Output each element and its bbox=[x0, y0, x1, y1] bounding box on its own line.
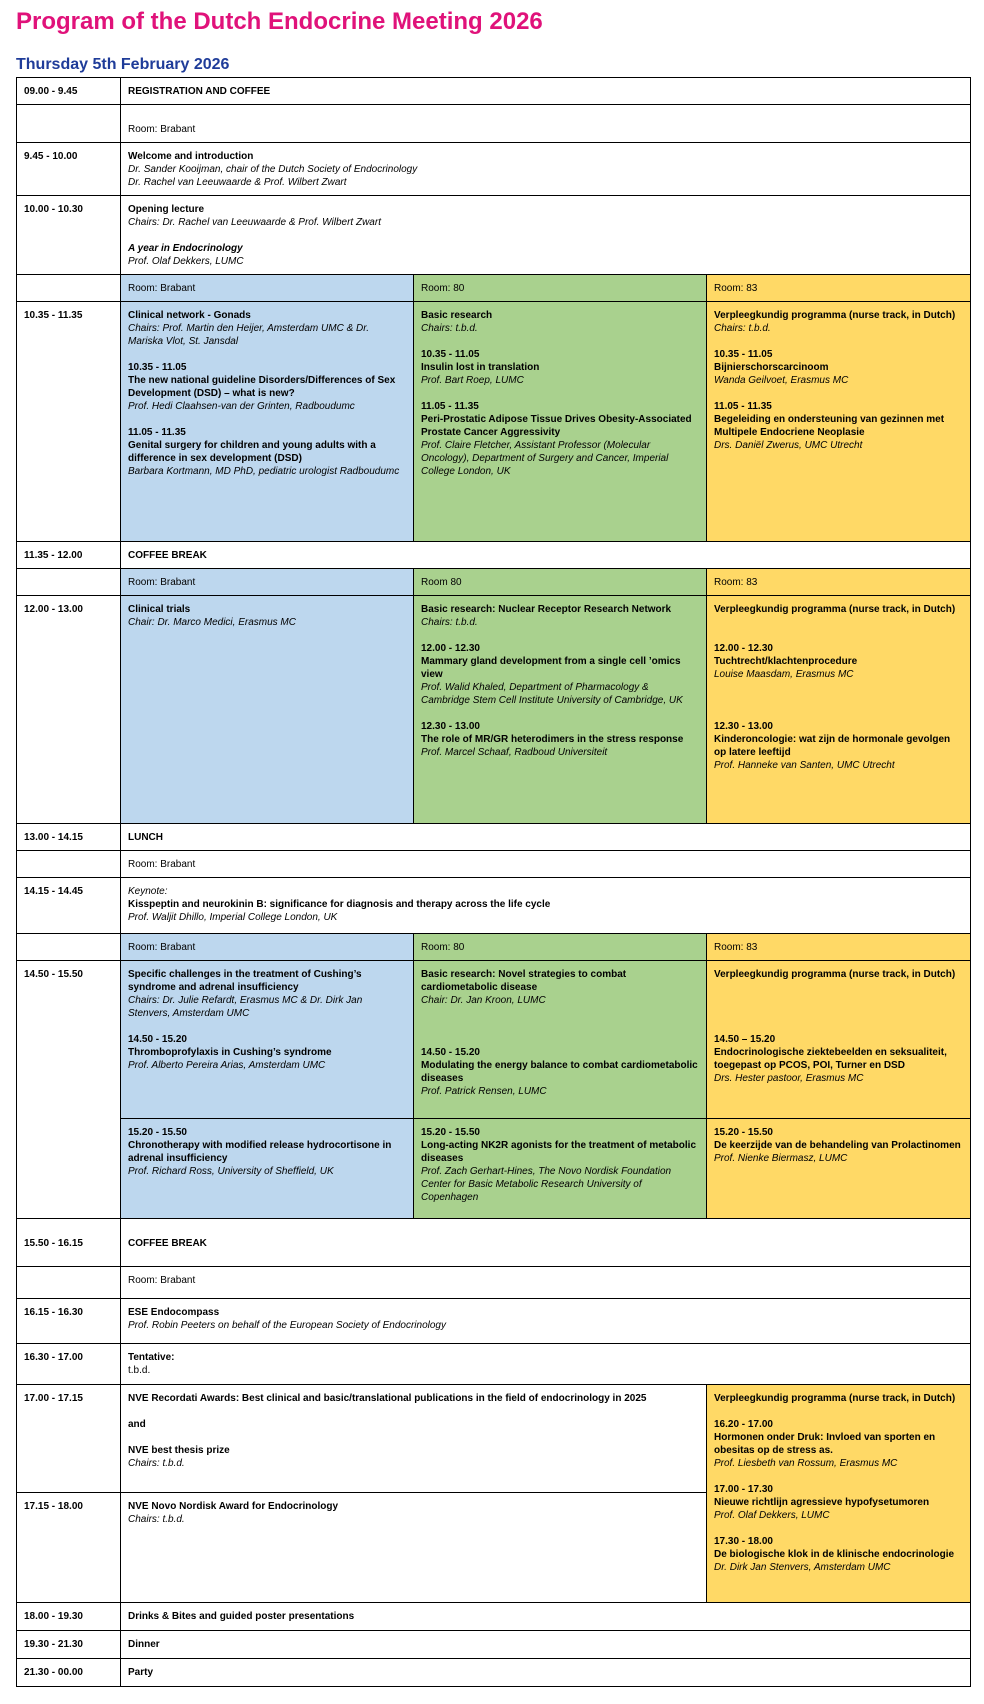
speaker: Drs. Daniël Zwerus, UMC Utrecht bbox=[714, 440, 863, 451]
chairs: Chairs: Dr. Rachel van Leeuwaarde & Prof. Wilbert Zwart bbox=[128, 217, 381, 228]
time-cell: 16.15 - 16.30 bbox=[17, 1299, 121, 1344]
talk-title: Long-acting NK2R agonists for the treatment of metabolic diseases bbox=[421, 1140, 697, 1164]
session-cell bbox=[121, 542, 971, 569]
talk-time: 12.30 - 13.00 bbox=[421, 721, 480, 732]
room-cell bbox=[121, 569, 414, 596]
chairs: Chair: Dr. Marco Medici, Erasmus MC bbox=[128, 617, 296, 628]
session-cell bbox=[707, 302, 971, 542]
time-cell: 15.50 - 16.15 bbox=[17, 1219, 121, 1267]
time-cell: 13.00 - 14.15 bbox=[17, 824, 121, 851]
speaker: Prof. Zach Gerhart-Hines, The Novo Nordisk Foundation Center for Basic Metabolic Research University of Copenhagen bbox=[421, 1166, 672, 1203]
session-title: REGISTRATION AND COFFEE bbox=[128, 86, 271, 97]
talk-time: 10.35 - 11.05 bbox=[421, 349, 480, 360]
time-cell: 18.00 - 19.30 bbox=[17, 1603, 121, 1631]
session-cell bbox=[414, 1119, 707, 1219]
room-cell bbox=[414, 934, 707, 961]
talk-time: 10.35 - 11.05 bbox=[714, 349, 773, 360]
program-table bbox=[16, 77, 971, 1687]
talk-time: 15.20 - 15.50 bbox=[714, 1127, 773, 1138]
time-cell bbox=[17, 569, 121, 596]
time-cell: 10.00 - 10.30 bbox=[17, 196, 121, 275]
speaker: Prof. Hanneke van Santen, UMC Utrecht bbox=[714, 760, 895, 771]
talk-title: De biologische klok in de klinische endocrinologie bbox=[714, 1549, 955, 1560]
speaker: Prof. Liesbeth van Rossum, Erasmus MC bbox=[714, 1458, 898, 1469]
talk-title: Thromboprofylaxis in Cushing’s syndrome bbox=[128, 1047, 332, 1058]
chairs: Chairs: t.b.d. bbox=[128, 1514, 185, 1525]
session-title: Verpleegkundig programma (nurse track, in Dutch) bbox=[714, 1393, 956, 1404]
session-cell bbox=[121, 1219, 971, 1267]
speaker: Prof. Bart Roep, LUMC bbox=[421, 375, 524, 386]
session-cell bbox=[121, 961, 414, 1119]
chairs: Chairs: t.b.d. bbox=[421, 617, 478, 628]
room-cell bbox=[121, 105, 971, 143]
room-cell bbox=[121, 934, 414, 961]
chairs: Chairs: t.b.d. bbox=[128, 1458, 185, 1469]
table-row bbox=[17, 824, 971, 851]
time-cell: 11.35 - 12.00 bbox=[17, 542, 121, 569]
talk-title: The new national guideline Disorders/Differences of Sex Development (DSD) – what is new? bbox=[128, 375, 396, 399]
session-cell bbox=[707, 1119, 971, 1219]
speaker: Prof. Nienke Biermasz, LUMC bbox=[714, 1153, 848, 1164]
room-cell bbox=[121, 851, 971, 878]
keynote-label: Keynote: bbox=[128, 886, 168, 897]
table-row bbox=[17, 961, 971, 1119]
table-row bbox=[17, 542, 971, 569]
time-cell: 09.00 - 9.45 bbox=[17, 78, 121, 105]
speaker: Prof. Alberto Pereira Arias, Amsterdam UMC bbox=[128, 1060, 326, 1071]
session-cell bbox=[121, 1299, 971, 1344]
talk-title: The role of MR/GR heterodimers in the stress response bbox=[421, 734, 684, 745]
talk-time: 11.05 - 11.35 bbox=[421, 401, 479, 412]
room-cell bbox=[121, 1267, 971, 1299]
talk-title: De keerzijde van de behandeling van Prolactinomen bbox=[714, 1140, 961, 1151]
talk-title: Peri-Prostatic Adipose Tissue Drives Obesity-Associated Prostate Cancer Aggressivity bbox=[421, 414, 692, 438]
time-cell bbox=[17, 1267, 121, 1299]
room-label: Room: 80 bbox=[421, 942, 465, 953]
session-cell bbox=[121, 1603, 971, 1631]
talk-title: Endocrinologische ziektebeelden en seksualiteit, toegepast op PCOS, POI, Turner en DSD bbox=[714, 1047, 947, 1071]
chairs: Chairs: Dr. Julie Refardt, Erasmus MC & Dr. Dirk Jan Stenvers, Amsterdam UMC bbox=[128, 995, 363, 1019]
talk-time: 12.30 - 13.00 bbox=[714, 721, 773, 732]
time-cell: 14.50 - 15.50 bbox=[17, 961, 121, 1219]
talk-time: 16.20 - 17.00 bbox=[714, 1419, 773, 1430]
chairs: Chairs: t.b.d. bbox=[421, 323, 478, 334]
chairs: Chair: Dr. Jan Kroon, LUMC bbox=[421, 995, 546, 1006]
room-label: Room: Brabant bbox=[128, 577, 196, 588]
time-cell: 21.30 - 00.00 bbox=[17, 1659, 121, 1687]
session-title: Verpleegkundig programma (nurse track, in Dutch) bbox=[714, 310, 956, 321]
session-cell bbox=[121, 1344, 971, 1385]
session-title: Verpleegkundig programma (nurse track, in Dutch) bbox=[714, 969, 956, 980]
speaker: Prof. Marcel Schaaf, Radboud Universiteit bbox=[421, 747, 608, 758]
table-row bbox=[17, 1631, 971, 1659]
talk-time: 17.30 - 18.00 bbox=[714, 1536, 773, 1547]
room-label: Room: Brabant bbox=[128, 859, 196, 870]
session-title: Party bbox=[128, 1667, 154, 1678]
session-cell bbox=[414, 961, 707, 1119]
speaker: Prof. Waljit Dhillo, Imperial College London, UK bbox=[128, 912, 338, 923]
session-title: Clinical trials bbox=[128, 604, 191, 615]
session-cell bbox=[121, 78, 971, 105]
page-title: Program of the Dutch Endocrine Meeting 2026 bbox=[16, 8, 543, 35]
session-cell bbox=[707, 596, 971, 824]
speaker: Prof. Hedi Claahsen-van der Grinten, Radboudumc bbox=[128, 401, 355, 412]
talk-title: Hormonen onder Druk: Invloed van sporten en obesitas op de stress as. bbox=[714, 1432, 936, 1456]
room-label: Room: Brabant bbox=[128, 1275, 196, 1286]
session-title: Clinical network - Gonads bbox=[128, 310, 251, 321]
time-cell: 16.30 - 17.00 bbox=[17, 1344, 121, 1385]
room-cell bbox=[121, 275, 414, 302]
talk-time: 14.50 - 15.20 bbox=[128, 1034, 187, 1045]
session-cell bbox=[121, 302, 414, 542]
talk-time: 12.00 - 12.30 bbox=[421, 643, 480, 654]
session-cell bbox=[121, 878, 971, 934]
table-row bbox=[17, 1119, 971, 1219]
day-heading: Thursday 5th February 2026 bbox=[16, 56, 230, 73]
session-title: Basic research: Nuclear Receptor Research Network bbox=[421, 604, 672, 615]
time-cell bbox=[17, 934, 121, 961]
session-cell bbox=[121, 596, 414, 824]
session-cell bbox=[121, 1659, 971, 1687]
time-cell bbox=[17, 851, 121, 878]
talk-title: Nieuwe richtlijn agressieve hypofysetumoren bbox=[714, 1497, 930, 1508]
table-row bbox=[17, 1219, 971, 1267]
session-text: t.b.d. bbox=[128, 1365, 151, 1376]
room-cell bbox=[707, 275, 971, 302]
talk-title: Modulating the energy balance to combat cardiometabolic diseases bbox=[421, 1060, 698, 1084]
session-title: Basic research: Novel strategies to combat cardiometabolic disease bbox=[421, 969, 627, 993]
table-row bbox=[17, 1659, 971, 1687]
session-title: Welcome and introduction bbox=[128, 151, 254, 162]
session-cell bbox=[121, 1385, 707, 1493]
session-title: Specific challenges in the treatment of Cushing’s syndrome and adrenal insufficiency bbox=[128, 969, 362, 993]
session-cell bbox=[121, 196, 971, 275]
speaker: Dr. Sander Kooijman, chair of the Dutch Society of Endocrinology bbox=[128, 164, 418, 175]
session-title: Dinner bbox=[128, 1639, 160, 1650]
table-row bbox=[17, 275, 971, 302]
speaker: Prof. Olaf Dekkers, LUMC bbox=[128, 256, 244, 267]
table-row bbox=[17, 878, 971, 934]
talk-title: Chronotherapy with modified release hydrocortisone in adrenal insufficiency bbox=[128, 1140, 392, 1164]
time-cell: 17.00 - 17.15 bbox=[17, 1385, 121, 1493]
session-cell bbox=[414, 596, 707, 824]
talk-time: 10.35 - 11.05 bbox=[128, 362, 187, 373]
speaker: Prof. Richard Ross, University of Sheffield, UK bbox=[128, 1166, 334, 1177]
time-cell: 17.15 - 18.00 bbox=[17, 1493, 121, 1603]
room-cell bbox=[414, 275, 707, 302]
time-cell: 19.30 - 21.30 bbox=[17, 1631, 121, 1659]
session-cell bbox=[121, 1493, 707, 1603]
speaker: Prof. Patrick Rensen, LUMC bbox=[421, 1086, 547, 1097]
room-cell bbox=[707, 934, 971, 961]
table-row bbox=[17, 302, 971, 542]
room-label: Room 80 bbox=[421, 577, 462, 588]
session-title: NVE Novo Nordisk Award for Endocrinology bbox=[128, 1501, 339, 1512]
room-label: Room: Brabant bbox=[128, 124, 196, 135]
room-label: Room: 83 bbox=[714, 942, 758, 953]
time-cell bbox=[17, 275, 121, 302]
room-label: Room: Brabant bbox=[128, 942, 196, 953]
table-row bbox=[17, 78, 971, 105]
table-row bbox=[17, 1603, 971, 1631]
session-cell bbox=[707, 961, 971, 1119]
session-text: and bbox=[128, 1419, 146, 1430]
session-title: COFFEE BREAK bbox=[128, 550, 207, 561]
speaker: Barbara Kortmann, MD PhD, pediatric urologist Radboudumc bbox=[128, 466, 400, 477]
time-cell: 9.45 - 10.00 bbox=[17, 143, 121, 196]
room-label: Room: 80 bbox=[421, 283, 465, 294]
talk-title: Kisspeptin and neurokinin B: significance for diagnosis and therapy across the life cycle bbox=[128, 899, 551, 910]
talk-time: 11.05 - 11.35 bbox=[714, 401, 772, 412]
speaker: Wanda Geilvoet, Erasmus MC bbox=[714, 375, 849, 386]
table-row bbox=[17, 934, 971, 961]
table-row bbox=[17, 1267, 971, 1299]
talk-title: Kinderoncologie: wat zijn de hormonale gevolgen op latere leeftijd bbox=[714, 734, 951, 758]
table-row bbox=[17, 569, 971, 596]
table-row bbox=[17, 105, 971, 143]
speaker: Louise Maasdam, Erasmus MC bbox=[714, 669, 854, 680]
session-title: Drinks & Bites and guided poster presentations bbox=[128, 1611, 355, 1622]
session-title: Basic research bbox=[421, 310, 493, 321]
time-cell: 14.15 - 14.45 bbox=[17, 878, 121, 934]
table-row bbox=[17, 143, 971, 196]
room-cell bbox=[707, 569, 971, 596]
table-row bbox=[17, 1344, 971, 1385]
table-row bbox=[17, 1299, 971, 1344]
session-title: ESE Endocompass bbox=[128, 1307, 220, 1318]
session-cell bbox=[707, 1385, 971, 1603]
session-cell bbox=[121, 1119, 414, 1219]
talk-title: Begeleiding en ondersteuning van gezinnen met Multipele Endocriene Neoplasie bbox=[714, 414, 945, 438]
speaker: Prof. Robin Peeters on behalf of the European Society of Endocrinology bbox=[128, 1320, 446, 1331]
time-cell: 10.35 - 11.35 bbox=[17, 302, 121, 542]
chairs: Chairs: t.b.d. bbox=[714, 323, 771, 334]
speaker: Prof. Claire Fletcher, Assistant Professor (Molecular Oncology), Department of Surgery and Cancer, Imperial College London, UK bbox=[421, 440, 669, 477]
talk-title: Genital surgery for children and young adults with a difference in sex development (DSD) bbox=[128, 440, 376, 464]
talk-title: Bijnierschorscarcinoom bbox=[714, 362, 829, 373]
room-cell bbox=[414, 569, 707, 596]
talk-time: 15.20 - 15.50 bbox=[421, 1127, 480, 1138]
session-title: Opening lecture bbox=[128, 204, 205, 215]
speaker: Dr. Rachel van Leeuwaarde & Prof. Wilbert Zwart bbox=[128, 177, 347, 188]
chairs: Chairs: Prof. Martin den Heijer, Amsterdam UMC & Dr. Mariska Vlot, St. Jansdal bbox=[128, 323, 369, 347]
talk-title: Tuchtrecht/klachtenprocedure bbox=[714, 656, 858, 667]
room-label: Room: 83 bbox=[714, 577, 758, 588]
table-row bbox=[17, 851, 971, 878]
session-cell bbox=[121, 1631, 971, 1659]
session-cell bbox=[414, 302, 707, 542]
table-row bbox=[17, 596, 971, 824]
talk-time: 12.00 - 12.30 bbox=[714, 643, 773, 654]
table-row bbox=[17, 1385, 971, 1493]
talk-time: 17.00 - 17.30 bbox=[714, 1484, 773, 1495]
room-label: Room: 83 bbox=[714, 283, 758, 294]
talk-title: Mammary gland development from a single cell ’omics view bbox=[421, 656, 681, 680]
session-title: Verpleegkundig programma (nurse track, in Dutch) bbox=[714, 604, 956, 615]
session-title: NVE Recordati Awards: Best clinical and basic/translational publications in the field of endocrinology in 2025 bbox=[128, 1393, 647, 1404]
session-title: COFFEE BREAK bbox=[128, 1237, 207, 1249]
time-cell bbox=[17, 105, 121, 143]
talk-title: A year in Endocrinology bbox=[128, 243, 243, 254]
speaker: Dr. Dirk Jan Stenvers, Amsterdam UMC bbox=[714, 1562, 891, 1573]
session-title: LUNCH bbox=[128, 832, 163, 843]
talk-time: 14.50 - 15.20 bbox=[421, 1047, 480, 1058]
talk-title: Insulin lost in translation bbox=[421, 362, 540, 373]
session-title: Tentative: bbox=[128, 1352, 175, 1363]
speaker: Drs. Hester pastoor, Erasmus MC bbox=[714, 1073, 864, 1084]
talk-time: 15.20 - 15.50 bbox=[128, 1127, 187, 1138]
speaker: Prof. Walid Khaled, Department of Pharmacology & Cambridge Stem Cell Institute University of Cambridge, UK bbox=[421, 682, 683, 706]
speaker: Prof. Olaf Dekkers, LUMC bbox=[714, 1510, 830, 1521]
table-row bbox=[17, 196, 971, 275]
session-cell bbox=[121, 824, 971, 851]
talk-time: 14.50 – 15.20 bbox=[714, 1034, 776, 1045]
time-cell: 12.00 - 13.00 bbox=[17, 596, 121, 824]
talk-time: 11.05 - 11.35 bbox=[128, 427, 186, 438]
session-title: NVE best thesis prize bbox=[128, 1445, 230, 1456]
room-label: Room: Brabant bbox=[128, 283, 196, 294]
session-cell bbox=[121, 143, 971, 196]
